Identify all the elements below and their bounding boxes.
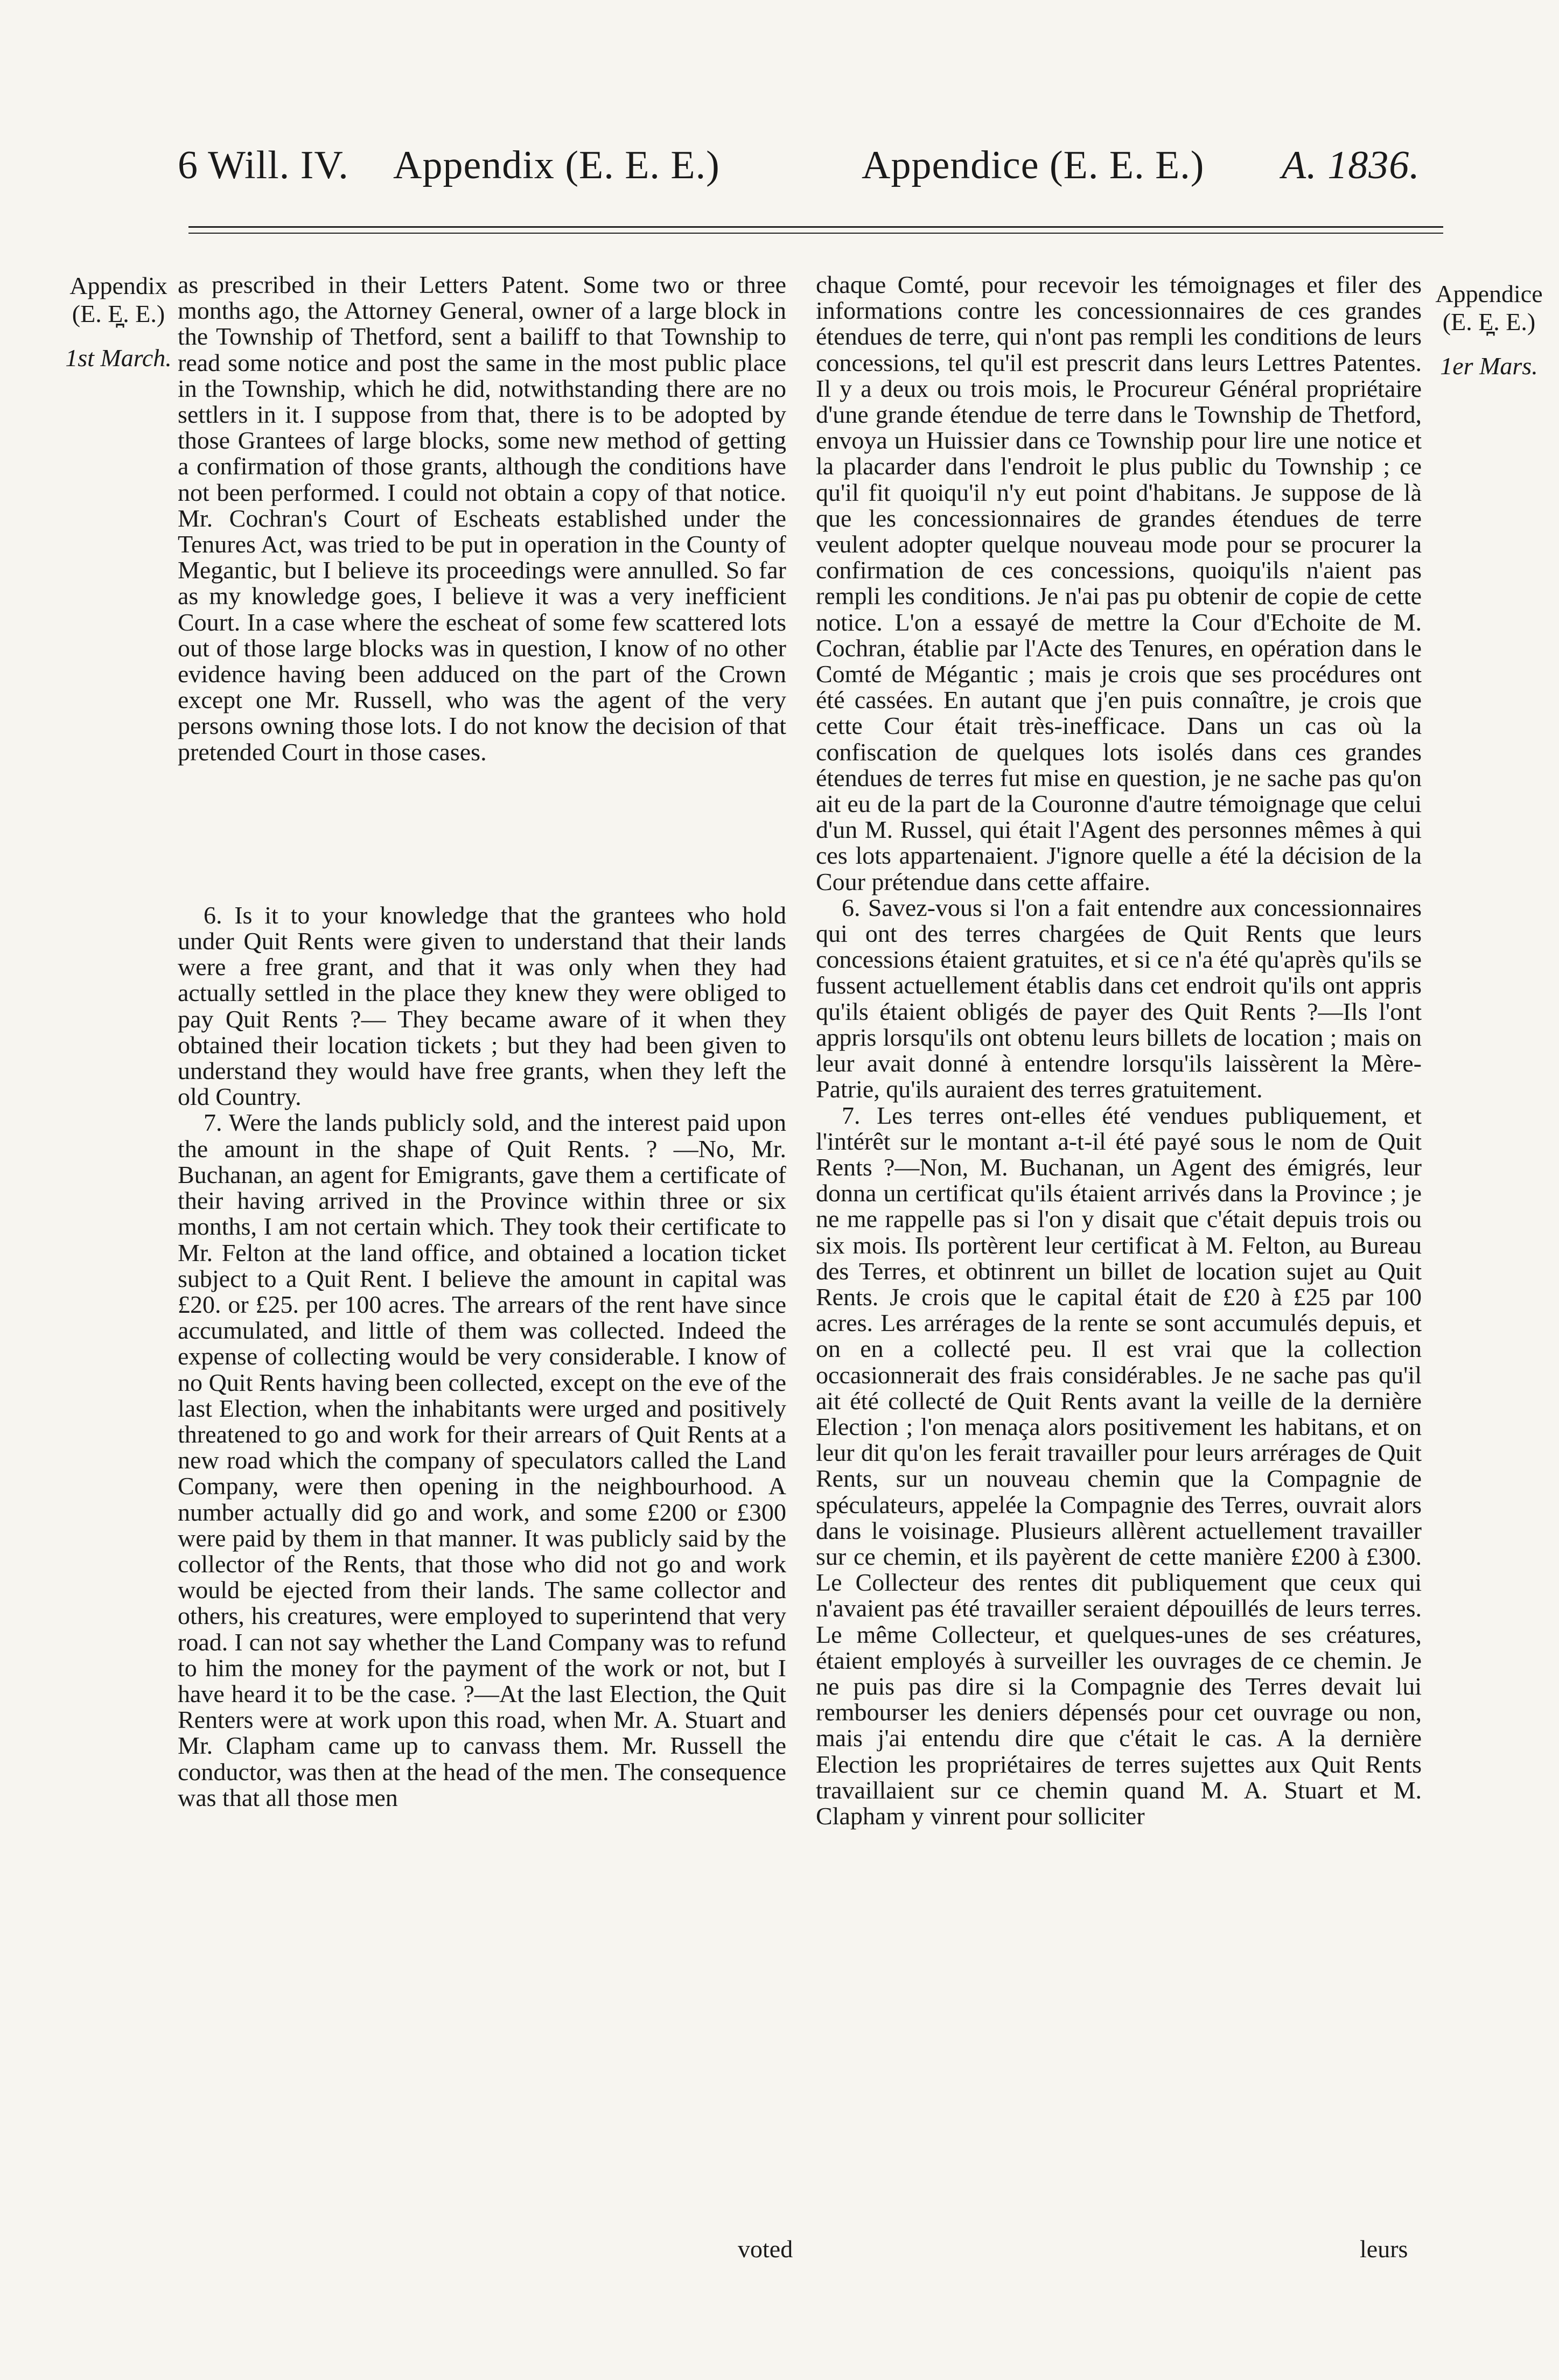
english-question-6: 6. Is it to your knowledge that the grantees who hold under Quit Rents were given to understand that their lands were a free grant, and that it was only when they had actually settled in the place they knew they were obliged to pay Quit Rents ?— They became aware of it when they obtained their location tickets ; but they had been given to understand they would have free grants, when they left the old Country.: [178, 901, 786, 1111]
english-column: [178, 272, 786, 1811]
margin-brace: ⎴: [116, 324, 121, 348]
french-question-7: 7. Les terres ont-elles été vendues publiquement, et l'intérêt sur le montant a-t-il été payé sous le nom de Quit Rents ?—Non, M. Buchanan, un Agent des émigrés, leur donna un certificat qu'ils étaient arrivés dans la Province ; je ne me rappelle pas si l'on y disait que c'était depuis trois ou six mois. Ils portèrent leur certificat à M. Felton, au Bureau des Terres, et obtinrent un billet de location sujet au Quit Rents. Je crois que le capital était de £20 à £25 par 100 acres. Les arrérages de la rente se sont accumulés depuis, et on en a collecté peu. Il est vrai que la collection occasionnerait des frais considérables. Je ne sache pas qu'il ait été collecté de Quit Rents avant la veille de la dernière Election ; l'on menaça alors positivement les habitans, et on leur dit qu'on les ferait travailler pour leurs arrérages de Quit Rents, sur un nouveau chemin que la Compagnie de spéculateurs, appelée la Compagnie des Terres, ouvrait alors dans le voisinage. Plusieurs allèrent actuellement travailler sur ce chemin, et ils payèrent de cette manière £200 à £300. Le Collecteur des rentes dit publiquement que ceux qui n'avaient pas été travailler seraient dépouillés de leurs terres. Le même Collecteur, et quelques-unes de ses créatures, étaient employés à surveiller les ouvrages de ce chemin. Je ne puis pas dire si la Compagnie des Terres devait lui rembourser les deniers dépensés pour cet ouvrage ou non, mais j'ai entendu dire que c'était le cas. A la dernière Election les propriétaires de terres sujettes aux Quit Rents travaillaient sur ce chemin quand M. A. Stuart et M. Clapham y vinrent pour solliciter: [816, 1101, 1422, 1830]
margin-brace: ⎴: [1486, 332, 1492, 356]
margin-ref: (E. E. E.): [72, 300, 165, 327]
left-margin-note: [62, 272, 175, 372]
header-rule-thin: [188, 233, 1443, 234]
french-paragraph-1: chaque Comté, pour recevoir les témoignages et filer des informations contre les concessionnaires de ces grandes étendues de terre, qui n'ont pas rempli les conditions de leurs concessions, tel qu'il est prescrit dans leurs Lettres Patentes. Il y a deux ou trois mois, le Procureur Général propriétaire d'une grande étendue de terre dans le Township de Thetford, envoya un Huissier dans ce Township pour lire une notice et la placarder dans l'endroit le plus public du Township ; ce qu'il fit quoiqu'il n'y eut point d'habitans. Je suppose de là que les concessionnaires de grandes étendues de terre veulent adopter quelque nouveau mode pour se procurer la confirmation de ces concessions, quoiqu'ils n'aient pas rempli les conditions. Je n'ai pas pu obtenir de copie de cette notice. L'on a essayé de mettre la Cour d'Echoite de M. Cochran, établie par l'Acte des Tenures, en opération dans le Comté de Mégantic ; mais je crois que ses procédures ont été cassées. En autant que j'en puis connaître, je crois que cette Cour était très-inefficace. Dans un cas où la confiscation de quelques lots isolés dans ces grandes étendues de terres fut mise en question, je ne sache pas qu'on ait eu de la part de la Couronne d'autre témoignage que celui d'un M. Russel, qui était l'Agent des personnes mêmes à qui ces lots appartenaient. J'ignore quelle a été la décision de la Cour prétendue dans cette affaire.: [816, 271, 1422, 895]
english-question-7: 7. Were the lands publicly sold, and the interest paid upon the amount in the shape of Quit Rents. ? —No, Mr. Buchanan, an agent for Emigrants, gave them a certificate of their having arrived in the Province within three or six months, I am not certain which. They took their certificate to Mr. Felton at the land office, and obtained a location ticket subject to a Quit Rent. I believe the amount in capital was £20. or £25. per 100 acres. The arrears of the rent have since accumulated, and little of them was collected. Indeed the expense of collecting would be very considerable. I know of no Quit Rents having been collected, except on the eve of the last Election, when the inhabitants were urged and positively threatened to go and work for their arrears of Quit Rents at a new road which the company of speculators called the Land Company, were then opening in the neighbourhood. A number actually did go and work, and some £200 or £300 were paid by them in that manner. It was publicly said by the collector of the Rents, that those who did not go and work would be ejected from their lands. The same collector and others, his creatures, were employed to superintend that very road. I can not say whether the Land Company was to refund to him the money for the payment of the work or not, but I have heard it to be the case. ?—At the last Election, the Quit Renters were at work upon this road, when Mr. A. Stuart and Mr. Clapham came up to canvass them. Mr. Russell the conductor, was then at the head of the men. The consequence was that all those men: [178, 1109, 786, 1811]
french-catchword: leurs: [1360, 2235, 1408, 2263]
margin-date: 1st March.: [65, 344, 172, 372]
header-title-english: Appendix (E. E. E.): [393, 143, 720, 187]
french-question-6: 6. Savez-vous si l'on a fait entendre aux concessionnaires qui ont des terres chargées de Quit Rents que leurs concessions étaient gratuites, et si ce n'a été qu'après qu'ils se fussent actuellement établis dans cet endroit qu'ils ont appris qu'ils étaient obligés de payer des Quit Rents ?—Ils l'ont appris lorsqu'ils ont obtenu leurs billets de location ; mais on leur avait donné à entendre lorsqu'ils laissèrent la Mère-Patrie, qu'ils auraient des terres gratuitement.: [816, 893, 1422, 1103]
header-rule-thick: [188, 226, 1443, 228]
margin-label: Appendice: [1435, 280, 1543, 307]
header-title-french: Appendice (E. E. E.): [862, 143, 1205, 187]
header-reign: 6 Will. IV.: [178, 143, 349, 187]
english-catchword: voted: [738, 2235, 793, 2263]
header-year: A. 1836.: [1282, 143, 1420, 187]
english-paragraph-1: as prescribed in their Letters Patent. Some two or three months ago, the Attorney General, owner of a large block in the Township of Thetford, sent a bailiff to that Township to read some notice and post the same in the most public place in the Township, which he did, notwithstanding there are no settlers in it. I suppose from that, there is to be adopted by those Grantees of large blocks, some new method of getting a confirmation of those grants, although the conditions have not been performed. I could not obtain a copy of that notice. Mr. Cochran's Court of Escheats established under the Tenures Act, was tried to be put in operation in the County of Megantic, but I believe its proceedings were annulled. So far as my knowledge goes, I believe it was a very inefficient Court. In a case where the escheat of some few scattered lots out of those large blocks was in question, I know of no other evidence having been adduced on the part of the Crown except one Mr. Russell, who was the agent of the very persons owning those lots. I do not know the decision of that pretended Court in those cases.: [178, 271, 786, 766]
right-margin-note: [1432, 280, 1546, 380]
french-column: [816, 272, 1422, 1829]
margin-ref: (E. E. E.): [1442, 308, 1536, 335]
margin-label: Appendix: [69, 272, 167, 299]
running-header: [178, 143, 1449, 207]
margin-date: 1er Mars.: [1440, 352, 1538, 380]
